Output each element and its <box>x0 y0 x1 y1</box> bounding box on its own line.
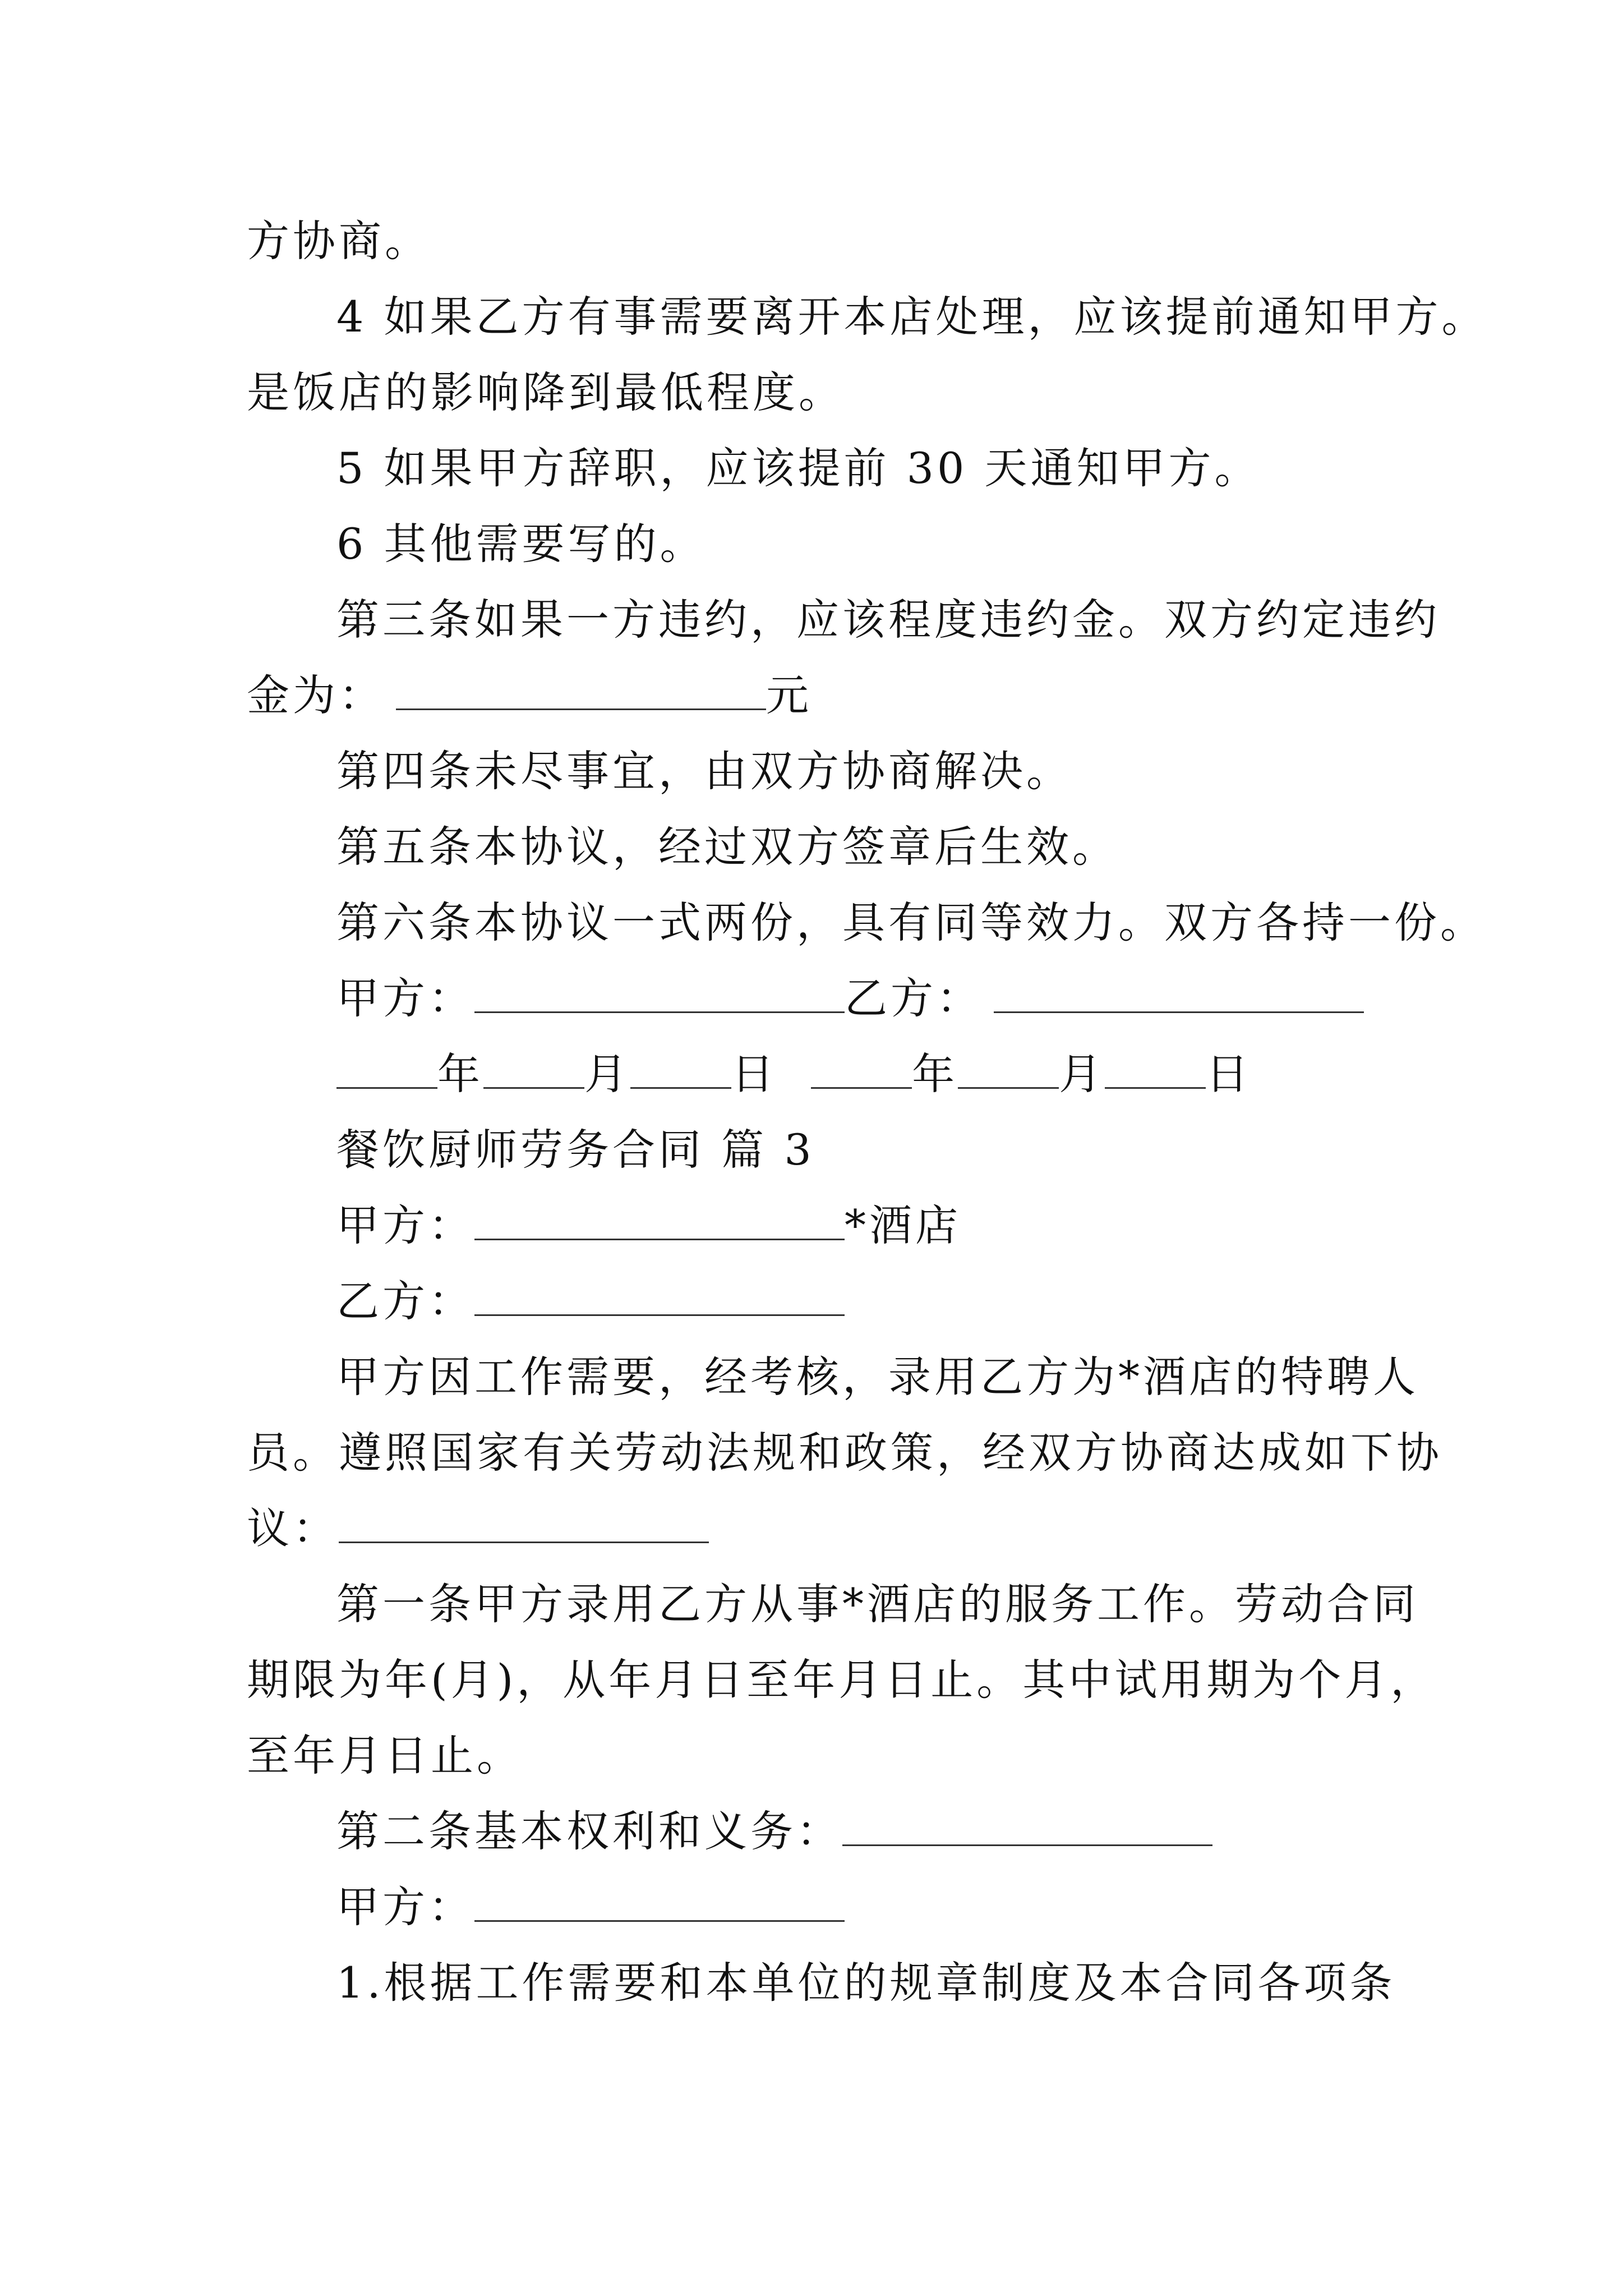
section-heading: 餐饮厨师劳务合同 篇 3 <box>336 1125 815 1175</box>
fill-blank <box>1105 1048 1206 1089</box>
fill-blank <box>339 1502 709 1543</box>
date-line: 年 月 日 年 月 日 <box>336 1046 1252 1102</box>
paragraph-line: 第三条如果一方违约，应该程度违约金。双方约定违约 <box>336 595 1440 645</box>
paragraph-line: 第五条本协议，经过双方签章后生效。 <box>336 822 1118 872</box>
fill-blank <box>474 1199 845 1240</box>
paragraph-line: 方协商。 <box>247 216 431 266</box>
paragraph-line: 期限为年(月)，从年月日至年月日止。其中试用期为个月， <box>247 1655 1437 1705</box>
paragraph-line: 是饭店的影响降到最低程度。 <box>247 367 845 417</box>
fill-blank <box>474 972 845 1013</box>
fill-blank <box>842 1805 1212 1846</box>
paragraph-line: 员。遵照国家有关劳动法规和政策，经双方协商达成如下协 <box>247 1428 1442 1478</box>
fill-blank <box>994 972 1364 1013</box>
paragraph-line: 5 如果甲方辞职，应该提前 30 天通知甲方。 <box>336 443 1261 493</box>
fill-blank <box>630 1048 731 1089</box>
paragraph-line: 第二条基本权利和义务： <box>336 1803 1212 1860</box>
fill-blank <box>396 669 766 710</box>
paragraph-line: 第一条甲方录用乙方从事*酒店的服务工作。劳动合同 <box>336 1579 1419 1629</box>
fill-blank <box>474 1881 845 1922</box>
paragraph-line: 第四条未尽事宜，由双方协商解决。 <box>336 746 1072 796</box>
paragraph-line: 至年月日止。 <box>247 1731 523 1780</box>
penalty-amount-line: 金为： 元 <box>247 670 812 720</box>
paragraph-line: 甲方因工作需要，经考核，录用乙方为*酒店的特聘人 <box>336 1352 1419 1402</box>
paragraph-line: 6 其他需要写的。 <box>336 519 706 569</box>
paragraph-line: 甲方： <box>336 1879 845 1935</box>
paragraph-line: 议： <box>247 1501 709 1557</box>
paragraph-line: 4 如果乙方有事需要离开本店处理，应该提前通知甲方。 <box>336 292 1488 342</box>
party-a-line: 甲方： *酒店 <box>336 1200 961 1250</box>
fill-blank <box>958 1048 1059 1089</box>
fill-blank <box>811 1048 912 1089</box>
fill-blank <box>336 1048 437 1089</box>
fill-blank <box>474 1275 845 1316</box>
party-b-line: 乙方： <box>336 1273 845 1329</box>
fill-blank <box>483 1048 584 1089</box>
paragraph-line: 第六条本协议一式两份，具有同等效力。双方各持一份。 <box>336 898 1486 947</box>
paragraph-line: 1.根据工作需要和本单位的规章制度及本合同各项条 <box>336 1958 1396 2008</box>
signature-line: 甲方： 乙方： <box>336 970 1364 1027</box>
